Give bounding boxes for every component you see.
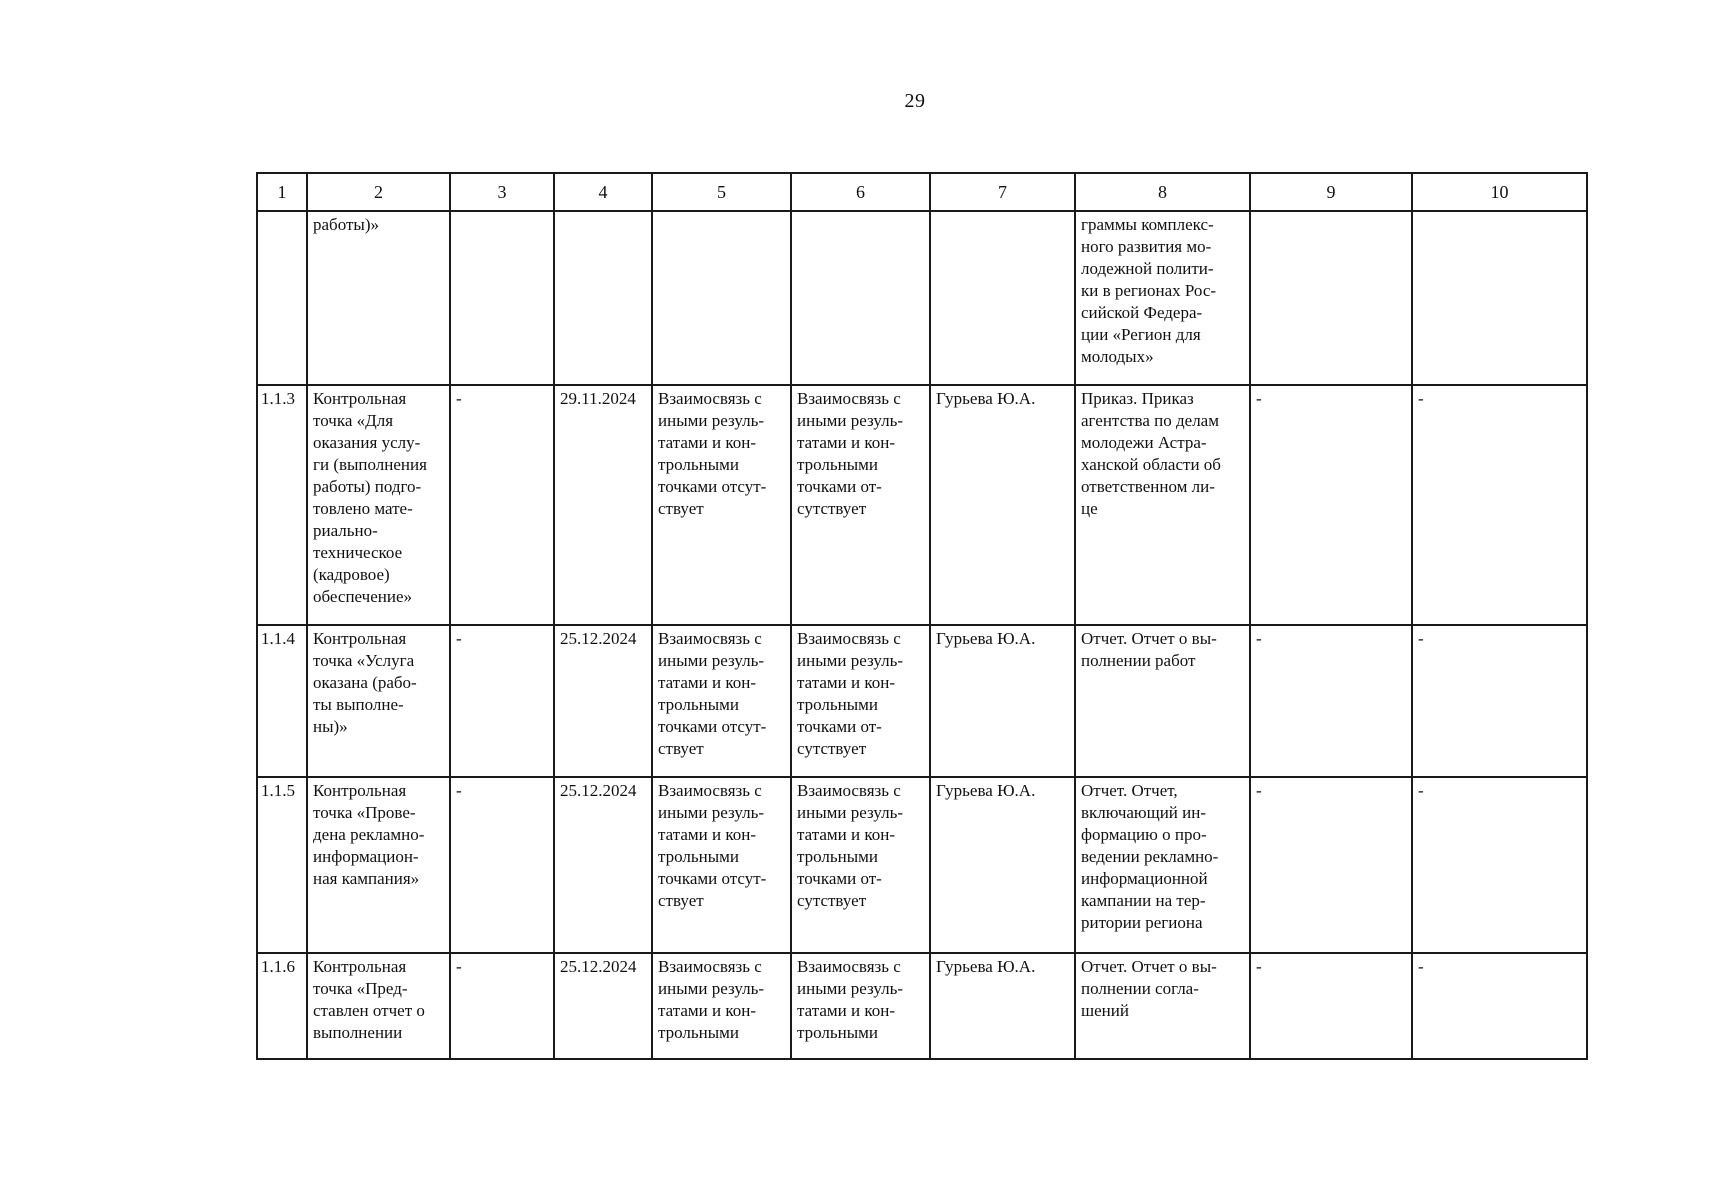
cell-col5 [652, 211, 791, 385]
table-row [257, 211, 1587, 385]
cell-name: Контрольная точка «Пред- ставлен отчет о выполнении [307, 953, 450, 1059]
page-number: 29 [904, 90, 926, 112]
table-row [257, 777, 1587, 953]
header-col-5: 5 [652, 173, 791, 211]
cell-col6 [791, 211, 930, 385]
cell-col6: Взаимосвязь с иными резуль- татами и кон- трольными точками от- сутствует [791, 777, 930, 953]
cell-col3: - [450, 953, 554, 1059]
cell-col3: - [450, 625, 554, 777]
header-col-3: 3 [450, 173, 554, 211]
cell-document: Приказ. Приказ агентства по делам молодежи Астра- ханской области об ответственном ли- це [1075, 385, 1250, 625]
cell-date [554, 211, 652, 385]
cell-date: 25.12.2024 [554, 777, 652, 953]
table-row [257, 385, 1587, 625]
cell-col10: - [1412, 385, 1587, 625]
control-points-table [256, 172, 1588, 1060]
cell-col6: Взаимосвязь с иными резуль- татами и кон- трольными точками от- сутствует [791, 625, 930, 777]
cell-document: Отчет. Отчет о вы- полнении работ [1075, 625, 1250, 777]
header-col-2: 2 [307, 173, 450, 211]
header-col-1: 1 [257, 173, 307, 211]
cell-col9: - [1250, 385, 1412, 625]
cell-name: Контрольная точка «Прове- дена рекламно- информацион- ная кампания» [307, 777, 450, 953]
cell-col9: - [1250, 953, 1412, 1059]
cell-responsible: Гурьева Ю.А. [930, 953, 1075, 1059]
cell-col5: Взаимосвязь с иными резуль- татами и кон- трольными точками отсут- ствует [652, 625, 791, 777]
cell-responsible: Гурьева Ю.А. [930, 777, 1075, 953]
cell-col9 [1250, 211, 1412, 385]
cell-date: 29.11.2024 [554, 385, 652, 625]
header-col-7: 7 [930, 173, 1075, 211]
cell-name: Контрольная точка «Для оказания услу- ги (выполнения работы) подго- товлено мате- риально- техническое (кадровое) обеспечение» [307, 385, 450, 625]
cell-col10: - [1412, 953, 1587, 1059]
cell-name: Контрольная точка «Услуга оказана (рабо- ты выполне- ны)» [307, 625, 450, 777]
header-col-4: 4 [554, 173, 652, 211]
cell-col5: Взаимосвязь с иными резуль- татами и кон- трольными точками отсут- ствует [652, 385, 791, 625]
cell-responsible: Гурьева Ю.А. [930, 385, 1075, 625]
cell-col9: - [1250, 625, 1412, 777]
cell-responsible [930, 211, 1075, 385]
cell-col5: Взаимосвязь с иными резуль- татами и кон- трольными точками отсут- ствует [652, 777, 791, 953]
cell-number: 1.1.3 [257, 385, 307, 625]
cell-document: Отчет. Отчет, включающий ин- формацию о про- ведении рекламно- информационной кампании на тер- ритории региона [1075, 777, 1250, 953]
cell-col3: - [450, 385, 554, 625]
cell-responsible: Гурьева Ю.А. [930, 625, 1075, 777]
header-col-8: 8 [1075, 173, 1250, 211]
cell-col6: Взаимосвязь с иными резуль- татами и кон- трольными [791, 953, 930, 1059]
cell-col9: - [1250, 777, 1412, 953]
cell-col5: Взаимосвязь с иными резуль- татами и кон- трольными [652, 953, 791, 1059]
cell-number: 1.1.4 [257, 625, 307, 777]
cell-col3 [450, 211, 554, 385]
header-col-10: 10 [1412, 173, 1587, 211]
cell-document: Отчет. Отчет о вы- полнении согла- шений [1075, 953, 1250, 1059]
cell-document: граммы комплекс- ного развития мо- лодежной полити- ки в регионах Рос- сийской Федера- ции «Регион для молодых» [1075, 211, 1250, 385]
cell-number [257, 211, 307, 385]
cell-col10 [1412, 211, 1587, 385]
cell-date: 25.12.2024 [554, 953, 652, 1059]
table-header-row [257, 173, 1587, 211]
cell-date: 25.12.2024 [554, 625, 652, 777]
header-col-6: 6 [791, 173, 930, 211]
table-row [257, 625, 1587, 777]
cell-col3: - [450, 777, 554, 953]
header-col-9: 9 [1250, 173, 1412, 211]
cell-col6: Взаимосвязь с иными резуль- татами и кон- трольными точками от- сутствует [791, 385, 930, 625]
cell-col10: - [1412, 777, 1587, 953]
cell-col10: - [1412, 625, 1587, 777]
table-row [257, 953, 1587, 1059]
cell-number: 1.1.5 [257, 777, 307, 953]
cell-name: работы)» [307, 211, 450, 385]
cell-number: 1.1.6 [257, 953, 307, 1059]
